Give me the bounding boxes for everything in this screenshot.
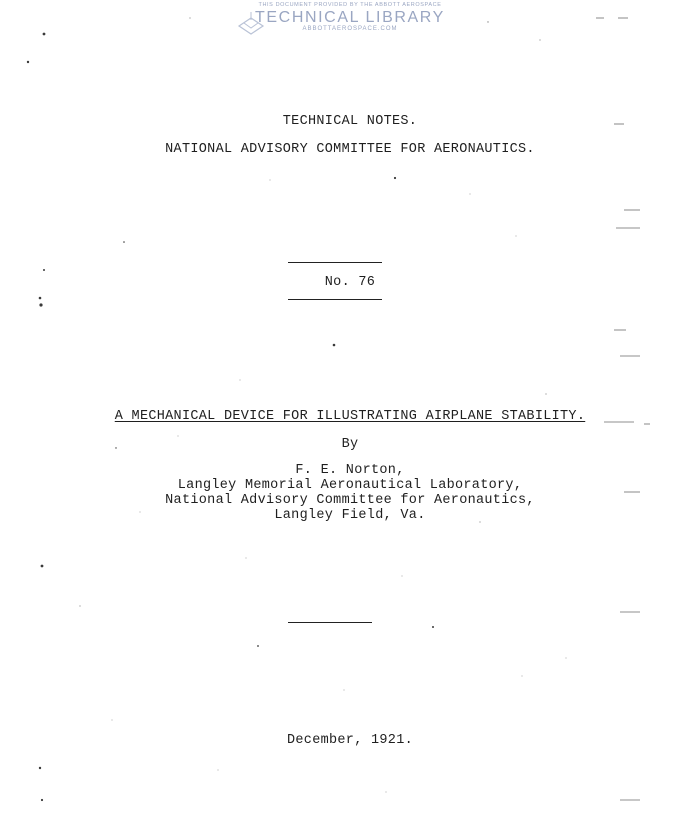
author-location: Langley Field, Va.	[274, 508, 426, 523]
watermark-library-name: TECHNICAL LIBRARY	[255, 9, 445, 26]
series-heading: TECHNICAL NOTES.	[282, 114, 418, 129]
author-laboratory: Langley Memorial Aeronautical Laboratory,	[177, 478, 523, 493]
byline: By	[341, 437, 359, 452]
document-date: December, 1921.	[286, 733, 414, 748]
watermark-provided-line: THIS DOCUMENT PROVIDED BY THE ABBOTT AEROSPACE	[258, 2, 442, 8]
author-name: F. E. Norton,	[295, 463, 405, 478]
document-title: A MECHANICAL DEVICE FOR ILLUSTRATING AIRPLANE STABILITY.	[114, 409, 586, 424]
author-organization: National Advisory Committee for Aeronautics,	[165, 493, 535, 508]
organization-heading: NATIONAL ADVISORY COMMITTEE FOR AERONAUTICS.	[165, 142, 535, 157]
report-number: No. 76	[324, 275, 376, 290]
watermark-url: ABBOTTAEROSPACE.COM	[302, 26, 398, 32]
